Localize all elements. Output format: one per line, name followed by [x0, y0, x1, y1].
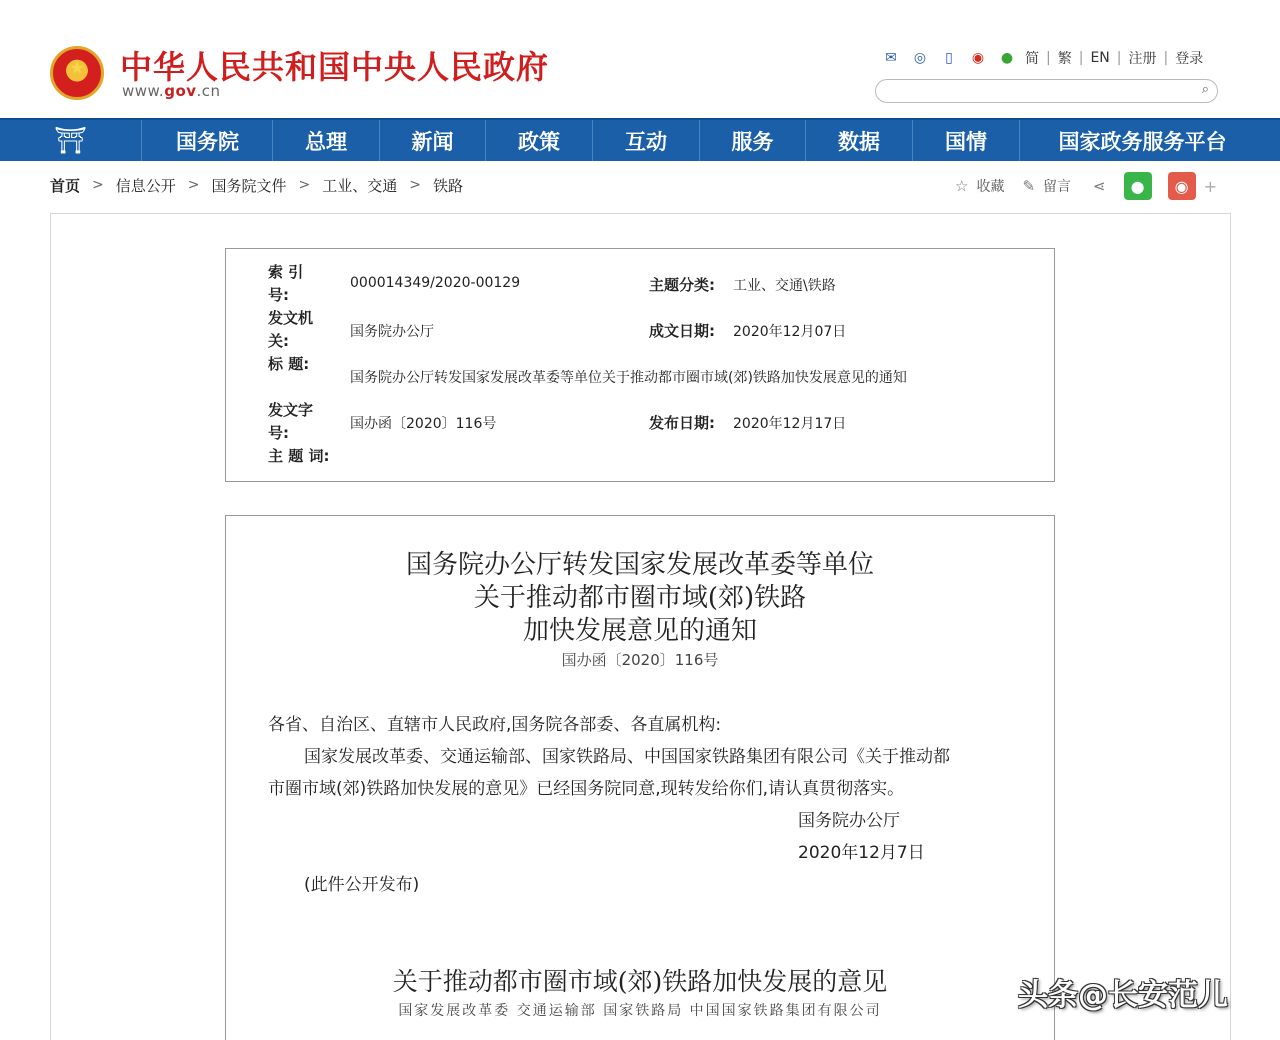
- page-tools: [955, 172, 1217, 200]
- lang-english-link[interactable]: EN: [1090, 50, 1110, 66]
- top-links: [880, 46, 1203, 70]
- title-label: 标 题:: [268, 355, 310, 373]
- nav-item-service-platform[interactable]: 国家政务服务平台: [1058, 129, 1227, 154]
- mail-icon[interactable]: ✉: [885, 50, 897, 66]
- document-title-line1: 国务院办公厅转发国家发展改革委等单位: [405, 550, 874, 580]
- login-link[interactable]: 登录: [1175, 51, 1204, 67]
- plus-icon[interactable]: +: [1203, 176, 1218, 196]
- document-body: [225, 515, 1055, 1040]
- domain-main: gov: [164, 82, 197, 100]
- register-link[interactable]: 注册: [1128, 51, 1157, 67]
- document-info-table: [225, 248, 1055, 482]
- document-title-line2: 关于推动都市圈市域(郊)铁路: [473, 583, 807, 613]
- nav-item-data[interactable]: 数据: [806, 120, 913, 161]
- weibo-share-icon[interactable]: ◉: [1168, 172, 1196, 200]
- domain-prefix: www.: [122, 82, 165, 100]
- created-value: 2020年12月07日: [733, 324, 847, 340]
- document-body-line1: 国家发展改革委、交通运输部、国家铁路局、中国国家铁路集团有限公司《关于推动都: [304, 747, 950, 767]
- title-value: 国务院办公厅转发国家发展改革委等单位关于推动都市圈市域(郊)铁路加快发展意见的通知: [350, 370, 907, 386]
- breadcrumb-railway[interactable]: 铁路: [433, 176, 464, 195]
- separator: |: [1078, 50, 1084, 66]
- weibo-icon[interactable]: ◉: [971, 50, 985, 66]
- document-date: 2020年12月7日: [798, 843, 925, 863]
- keywords-label: 主 题 词:: [268, 447, 330, 465]
- phone-icon[interactable]: ▯: [945, 50, 953, 66]
- favorite-button[interactable]: 收藏: [976, 179, 1005, 195]
- chevron-right-icon: >: [409, 177, 421, 193]
- created-label: 成文日期:: [649, 322, 715, 340]
- index-value: 000014349/2020-00129: [350, 275, 521, 291]
- breadcrumb-info-disclosure[interactable]: 信息公开: [115, 176, 176, 195]
- document-note: (此件公开发布): [304, 875, 420, 895]
- star-icon[interactable]: ☆: [955, 177, 969, 195]
- site-header: [0, 0, 1280, 118]
- opinion-title: 关于推动都市圈市域(郊)铁路加快发展的意见: [392, 967, 888, 996]
- document-salutation: 各省、自治区、直辖市人民政府,国务院各部委、各直属机构:: [268, 715, 722, 735]
- index-label: 索 引 号:: [268, 263, 304, 304]
- lang-simplified-link[interactable]: 简: [1025, 51, 1039, 67]
- nav-item-national-info[interactable]: 国情: [913, 120, 1020, 161]
- main-nav: [0, 118, 1280, 161]
- site-title[interactable]: 中华人民共和国中央人民政府: [120, 48, 550, 86]
- search-input[interactable]: [875, 79, 1218, 103]
- breadcrumb-home[interactable]: 首页: [50, 176, 81, 195]
- national-emblem-icon[interactable]: [50, 46, 104, 100]
- nav-item-state-council[interactable]: 国务院: [143, 120, 273, 161]
- category-label: 主题分类:: [649, 276, 715, 294]
- breadcrumb: [50, 172, 463, 198]
- wechat-icon[interactable]: ●: [1000, 50, 1014, 66]
- site-domain: [122, 82, 221, 100]
- opinion-issuers: 国家发展改革委 交通运输部 国家铁路局 中国国家铁路集团有限公司: [398, 1003, 882, 1019]
- document-number: 国办函〔2020〕116号: [561, 651, 719, 669]
- nav-home[interactable]: [0, 120, 142, 161]
- nav-item-premier[interactable]: 总理: [273, 120, 380, 161]
- issuer-value: 国务院办公厅: [350, 324, 434, 340]
- pen-icon[interactable]: ✎: [1022, 177, 1036, 195]
- nav-item-services[interactable]: 服务: [700, 120, 806, 161]
- nav-item-news[interactable]: 新闻: [380, 120, 486, 161]
- tiananmen-icon: ⛩: [53, 125, 87, 156]
- lang-traditional-link[interactable]: 繁: [1057, 51, 1072, 67]
- document-title-line3: 加快发展意见的通知: [522, 616, 757, 646]
- chevron-right-icon: >: [92, 177, 104, 193]
- chevron-right-icon: >: [187, 177, 200, 193]
- share-icon[interactable]: ⋖: [1093, 177, 1106, 195]
- notes-button[interactable]: 留言: [1043, 179, 1072, 195]
- nav-item-interaction[interactable]: 互动: [593, 120, 700, 161]
- chevron-right-icon: >: [298, 177, 311, 193]
- published-label: 发布日期:: [649, 414, 715, 432]
- breadcrumb-state-council-docs[interactable]: 国务院文件: [211, 176, 287, 195]
- search-icon[interactable]: ⌕: [1201, 82, 1209, 97]
- category-value: 工业、交通\铁路: [733, 278, 836, 294]
- separator: |: [1046, 50, 1051, 66]
- document-body-line2: 市圈市域(郊)铁路加快发展的意见》已经国务院同意,现转发给你们,请认真贯彻落实。: [268, 779, 905, 799]
- nav-item-policy[interactable]: 政策: [486, 120, 593, 161]
- docno-value: 国办函〔2020〕116号: [350, 416, 497, 432]
- separator: |: [1163, 50, 1169, 66]
- docno-label: 发文字号:: [268, 401, 314, 442]
- watermark: 头条@长安范儿: [1018, 978, 1228, 1013]
- wechat-share-icon[interactable]: ●: [1124, 172, 1152, 200]
- issuer-label: 发文机关:: [268, 309, 314, 350]
- document-signature: 国务院办公厅: [798, 811, 900, 831]
- separator: |: [1116, 50, 1122, 66]
- breadcrumb-industry-transport[interactable]: 工业、交通: [322, 176, 398, 195]
- domain-suffix: .cn: [196, 82, 221, 100]
- published-value: 2020年12月17日: [733, 416, 847, 432]
- chat-icon[interactable]: ◎: [913, 50, 927, 66]
